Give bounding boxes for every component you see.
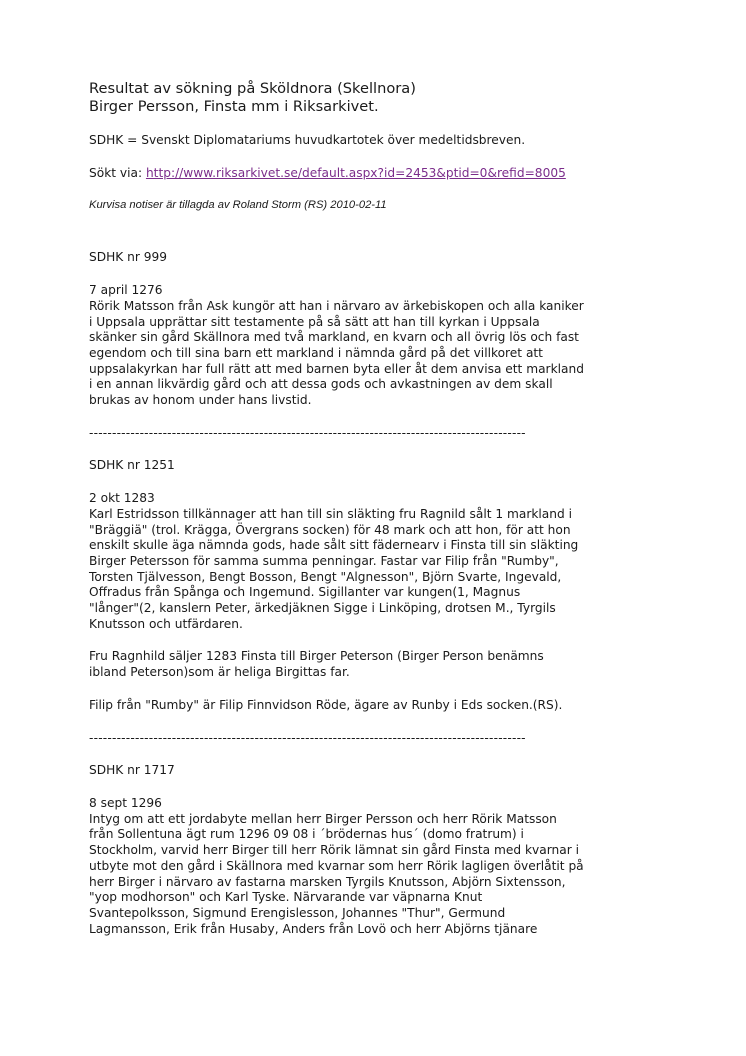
entry-text-line: Intyg om att ett jordabyte mellan herr Birger Persson och herr Rörik Matsson <box>89 811 557 826</box>
entry-text-line: "långer"(2, kanslern Peter, ärkedjäknen Sigge i Linköping, drotsen M., Tyrgils <box>89 601 556 616</box>
sdhk-number: SDHK nr 1717 <box>89 763 175 778</box>
entry-text-line: herr Birger i närvaro av fastarna marsken Tyrgils Knutsson, Abjörn Sixtensson, <box>89 874 566 889</box>
entry-text-line: Rörik Matsson från Ask kungör att han i närvaro av ärkebiskopen och alla kaniker <box>89 298 584 313</box>
separator-line: ----------------------------------------------------------------------------------------------- <box>89 425 526 440</box>
entry-text-line: Birger Petersson för samma summa penningar. Fastar var Filip från "Rumby", <box>89 553 559 568</box>
italic-note: Kurvisa notiser är tillagda av Roland Storm (RS) 2010-02-11 <box>89 199 387 212</box>
entry-text-line: Svantepolksson, Sigmund Erengislesson, Johannes "Thur", Germund <box>89 905 506 920</box>
sdhk-number: SDHK nr 999 <box>89 250 168 265</box>
entry-text-line: i en annan likvärdig gård och att dessa gods och avkastningen av dem skall <box>89 377 553 392</box>
entry-text-line: i Uppsala upprättar sitt testamente på så sätt att han till kyrkan i Uppsala <box>89 314 540 329</box>
document-body <box>89 80 664 937</box>
entry-text-line: utbyte mot den gård i Skällnora med kvarnar som herr Rörik lagligen överlåtit på <box>89 858 584 873</box>
entry-text-line: Lagmansson, Erik från Husaby, Anders från Lovö och herr Abjörns tjänare <box>89 921 538 936</box>
entry-text-line: "yop modhorson" och Karl Tyske. Närvarande var väpnarna Knut <box>89 890 483 905</box>
rs-note-line: ibland Peterson)som är heliga Birgittas far. <box>89 665 350 680</box>
entry-date: 8 sept 1296 <box>89 795 162 810</box>
entry-text-line: "Bräggiä" (trol. Krägga, Övergrans socken) för 48 mark och att hon, för att hon <box>89 522 571 537</box>
entry-text-line: uppsalakyrkan har full rätt att med barnen byta eller åt dem anvisa ett markland <box>89 361 584 376</box>
entry-text-line: Karl Estridsson tillkännager att han till sin släkting fru Ragnild sålt 1 markland i <box>89 506 572 521</box>
entry-date: 7 april 1276 <box>89 283 163 298</box>
entry-text-line: från Sollentuna ägt rum 1296 09 08 i ´brödernas hus´ (domo fratrum) i <box>89 827 524 842</box>
rs-note-filip: Filip från "Rumby" är Filip Finnvidson Röde, ägare av Runby i Eds socken.(RS). <box>89 697 563 712</box>
entry-text-line: Torsten Tjälvesson, Bengt Bosson, Bengt "Algnesson", Björn Svarte, Ingevald, <box>89 569 562 584</box>
document-title-line-2: Birger Persson, Finsta mm i Riksarkivet. <box>89 98 379 115</box>
entry-text-line: brukas av honom under hans livstid. <box>89 393 312 408</box>
sdhk-definition: SDHK = Svenskt Diplomatariums huvudkartotek över medeltidsbreven. <box>89 133 526 147</box>
searched-via <box>89 166 664 182</box>
sdhk-number: SDHK nr 1251 <box>89 458 175 473</box>
entry-text-line: enskilt skulle äga nämnda gods, hade sålt sitt fädernearv i Finsta till sin släkting <box>89 538 579 553</box>
searched-via-label: Sökt via: <box>89 165 146 180</box>
rs-note-line: Fru Ragnhild säljer 1283 Finsta till Birger Peterson (Birger Person benämns <box>89 649 544 664</box>
entry-text-line: Stockholm, varvid herr Birger till herr Rörik lämnat sin gård Finsta med kvarnar i <box>89 843 580 858</box>
separator-line: ----------------------------------------------------------------------------------------------- <box>89 730 526 745</box>
entry-text-line: egendom och till sina barn ett markland i nämnda gård på det villkoret att <box>89 345 543 360</box>
entry-date: 2 okt 1283 <box>89 491 155 506</box>
riksarkivet-link[interactable]: http://www.riksarkivet.se/default.aspx?id=2453&ptid=0&refid=8005 <box>145 165 566 180</box>
entry-text-line: skänker sin gård Skällnora med två markland, en kvarn och all övrig lös och fast <box>89 330 579 345</box>
entry-text-line: Knutsson och utfärdaren. <box>89 616 243 631</box>
entry-text-line: Offradus från Spånga och Ingemund. Sigillanter var kungen(1, Magnus <box>89 585 521 600</box>
document-title-line-1: Resultat av sökning på Sköldnora (Skellnora) <box>89 80 416 97</box>
